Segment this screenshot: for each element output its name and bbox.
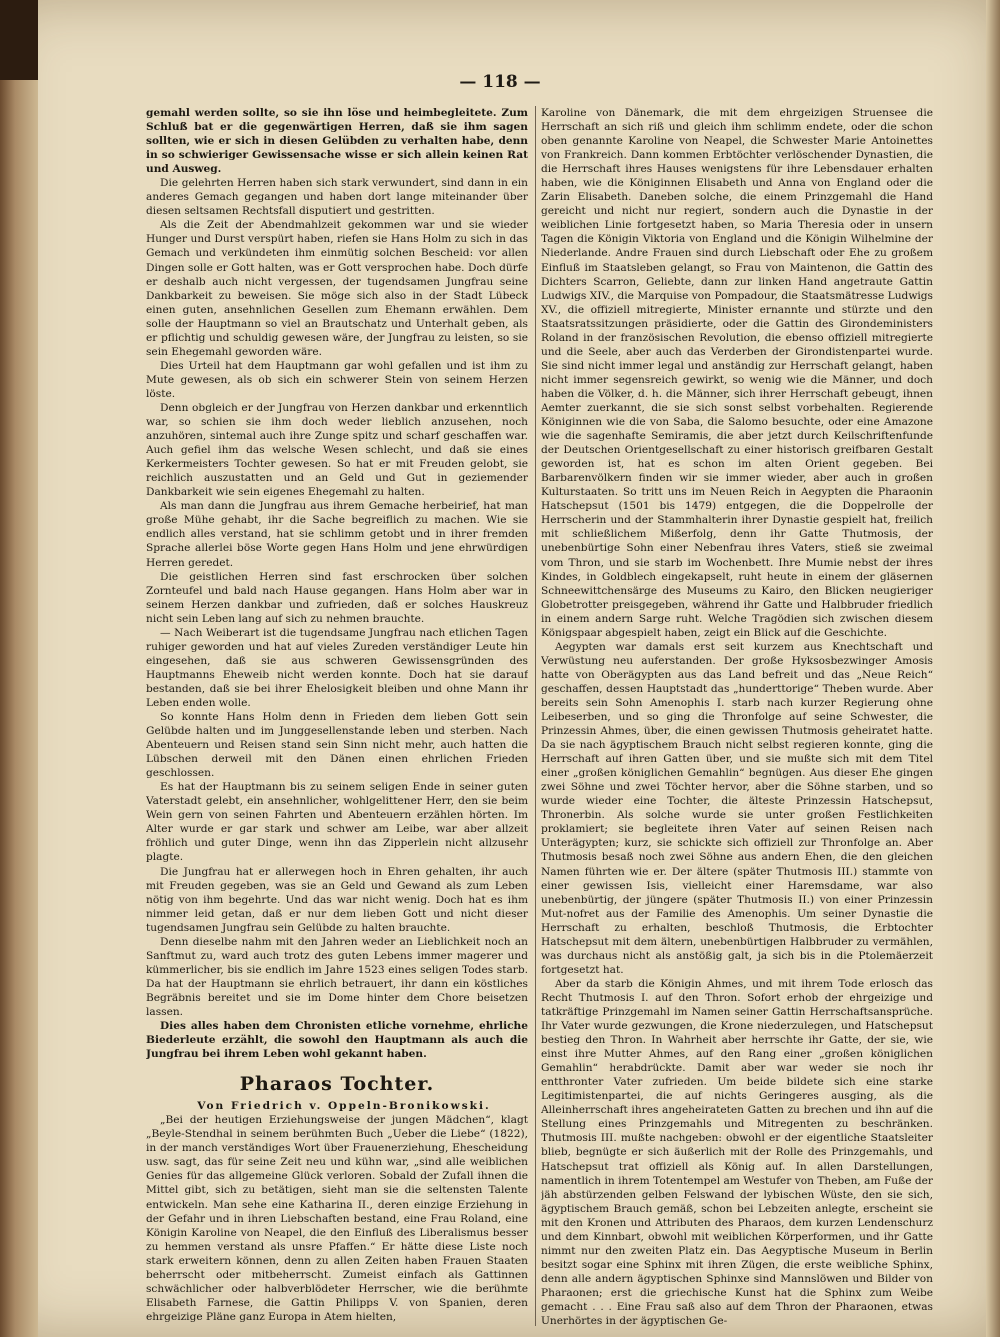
story-paragraph: Dies alles haben dem Chronisten etliche vornehme, ehrliche Biederleute erzählt, die sowohl den Hauptmann als auch die Jungfrau bei ihrem Leben wohl gekannt haben. — [146, 1020, 528, 1061]
article-paragraph: „Bei der heutigen Erziehungsweise der jungen Mädchen“, klagt „Beyle-Stendhal in seinem berühmten Buch „Ueber die Liebe“ (1822), in der manch verständiges Wort über Frauenerziehung, Ehescheidung usw. sagt, das für seine Zeit neu und kühn war, „sind alle weiblichen Genies für das allgemeine Glück verloren. Sobald der Zufall ihnen die Mittel gibt, sich zu betätigen, sieht man sie die seltensten Talente entwickeln. Man sehe eine Katharina II., deren einzige Erziehung in der Gefahr und in ihren Liebschaften bestand, eine Frau Roland, eine Königin Karoline von Neapel, die den Einfluß des Liberalismus besser zu hemmen verstand als unsre Pfaffen.“ Er hätte diese Liste noch stark erweitern können, denn zu allen Zeiten haben Frauen Staaten beherrscht oder mitbeherrscht. Zumeist einfach als Gattinnen schwächlicher oder halbverblödeter Herrscher, wie die berühmte Elisabeth Farnese, die Gattin Philipps V. von Spanien, deren ehrgeizige Pläne ganz Europa in Atem hielten, — [146, 1114, 528, 1323]
left-column — [146, 106, 528, 1326]
story-paragraph: Die geistlichen Herren sind fast erschrocken über solchen Zornteufel und bald nach Hause gegangen. Hans Holm aber war in seinem Herzen dankbar und zufrieden, daß er solches Hauskreuz nicht sein Leben lang auf sich zu nehmen brauchte. — [146, 570, 528, 625]
story-paragraph: So konnte Hans Holm denn in Frieden dem lieben Gott sein Gelübde halten und im Junggesellenstande leben und sterben. Nach Abenteuern und Reisen stand sein Sinn nicht mehr, auch hatten die Lübschen derweil mit den Dänen einen ehrlichen Frieden geschlossen. — [146, 711, 528, 780]
story-paragraph: Als die Zeit der Abendmahlzeit gekommen war und sie wieder Hunger und Durst verspürt haben, riefen sie Hans Holm zu sich in das Gemach und verkündeten ihm einmütig solchen Bescheid: vor allen Dingen solle er Gott halten, was er Gott versprochen habe. Doch dürfe er deshalb auch nicht vergessen, der tugendsamen Jungfrau seine Dankbarkeit zu beweisen. Sie möge sich also in der Stadt Lübeck einen guten, ansehnlichen Gesellen zum Ehemann erwählen. Dem solle der Hauptmann so viel an Brautschatz und Unterhalt geben, als er pflichtig und schuldig gewesen wäre, der Jungfrau zu leisten, so sie sein Ehegemahl geworden wäre. — [146, 219, 528, 358]
story-paragraph: Die Jungfrau hat er allerwegen hoch in Ehren gehalten, ihr auch mit Freuden gegeben, was sie an Geld und Gewand als zum Leben nötig von ihm begehrte. Und das war nicht wenig. Doch hat es ihm nimmer leid getan, daß er nur dem lieben Gott und nicht dieser tugendsamen Jungfrau sein Gelübde zu halten brauchte. — [146, 865, 528, 934]
article-title: Pharaos Tochter. — [239, 1073, 435, 1096]
article-paragraph: Karoline von Dänemark, die mit dem ehrgeizigen Struensee die Herrschaft an sich riß und gleich ihm schlimm endete, oder die schon oben genannte Karoline von Neapel, die Schwester Marie Antoinettes von Frankreich. Dann kommen Erbtöchter verlöschender Dynastien, die die Herrschaft ihres Hauses wenigstens für ihre Lebensdauer erhalten haben, wie die Königinnen Elisabeth und Anna von England oder die Zarin Elisabeth. Daneben solche, die einem Prinzgemahl die Hand gereicht und nicht nur regiert, sondern auch die Dynastie in der weiblichen Linie fortgesetzt haben, so Maria Theresia oder in unsern Tagen die Königin Viktoria von England und die Königin Wilhelmine der Niederlande. Andre Frauen sind durch Liebschaft oder Ehe zu großem Einfluß im Staatsleben gelangt, so Frau von Maintenon, die Gattin des Dichters Scarron, Geliebte, dann zur linken Hand angetraute Gattin Ludwigs XIV., die Marquise von Pompadour, die Staatsmätresse Ludwigs XV., die offiziell mitregierte, Minister ernannte und stürzte und den Staatsratssitzungen präsidierte, oder die Gattin des Girondeministers Roland in der französischen Revolution, die ebenso offiziell mitregierte und die Seele, aber auch das Verderben der Girondistenpartei wurde. Sie sind nicht immer legal und anständig zur Herrschaft gelangt, haben nicht immer segensreich gewirkt, so wenig wie die Männer, und doch haben die Völker, d. h. die Männer, sich ihrer Herrschaft gebeugt, ihnen Aemter zuerkannt, die sie sich sonst selbst vorbehalten. Regierende Königinnen wie die von Saba, die Salomo besuchte, oder eine Amazone wie die sagenhafte Semiramis, die aber jetzt durch Keilschriftenfunde der Deutschen Orientgesellschaft zu einer historisch greifbaren Gestalt geworden ist, hat es schon im alten Orient gegeben. Bei Barbarenvölkern finden wir sie immer wieder, aber auch in großen Kulturstaaten. So tritt uns im Neuen Reich in Aegypten die Pharaonin Hatschepsut (1501 bis 1479) entgegen, die die Doppelrolle der Herrscherin und der Stammhalterin ihrer Dynastie gespielt hat, freilich mit schließlichem Mißerfolg, denn ihr Gatte Thutmosis, der unebenbürtige Sohn einer Nebenfrau ihres Vaters, stieß sie zweimal vom Thron, und sie starb im Wochenbett. Ihre Mumie nebst der ihres Kindes, in Goldblech eingekapselt, ruht heute in einem der gläsernen Schneewittchensärge des Museums zu Kairo, den Blicken neugieriger Globetrotter preisgegeben, während ihr Gatte und Halbbruder friedlich in einem andern Sarge ruht. Welche Tragödien sich zwischen diesem Königspaar abgespielt haben, zeigt ein Blick auf die Geschichte. — [541, 107, 933, 639]
right-column — [541, 106, 933, 1326]
article-byline: Von Friedrich v. Oppeln-Bronikowski. — [197, 1100, 491, 1113]
story-paragraph: Die gelehrten Herren haben sich stark verwundert, sind dann in ein anderes Gemach gegangen und haben dort lange miteinander über diesen seltsamen Rechtsfall disputiert und gestritten. — [146, 177, 528, 218]
page-edge — [986, 0, 1000, 1337]
story-paragraph: — Nach Weiberart ist die tugendsame Jungfrau nach etlichen Tagen ruhiger geworden und hat auf vieles Zureden verständiger Leute hin eingesehen, daß sie aus schweren Gewissensgründen des Hauptmanns Eheweib nicht werden konnte. Doch hat sie darauf bestanden, daß sie bei ihrer Ehelosigkeit bleiben und ohne Mann ihr Leben enden wolle. — [146, 626, 528, 709]
story-paragraph: Dies Urteil hat dem Hauptmann gar wohl gefallen und ist ihm zu Mute gewesen, als ob sich ein schwerer Stein von seinem Herzen löste. — [146, 359, 528, 400]
article-paragraph: Aber da starb die Königin Ahmes, und mit ihrem Tode erlosch das Recht Thutmosis I. auf den Thron. Sofort erhob der ehrgeizige und tatkräftige Prinzgemahl im Namen seiner Gattin Herrschaftsansprüche. Ihr Vater wurde gezwungen, die Krone niederzulegen, und Hatschepsut bestieg den Thron. In Wahrheit aber herrschte ihr Gatte, der sie, wie einst ihre Mutter Ahmes, auf den Rang einer „großen königlichen Gemahlin“ herabdrückte. Damit aber war weder sie noch ihr entthronter Vater zufrieden. Um beide bildete sich eine starke Legitimistenpartei, die auf nichts Geringeres ausging, als die Alleinherrschaft ihres angeheirateten Gatten zu brechen und ihn auf die Stellung eines Prinzgemahls und Mitregenten zu beschränken. Thutmosis III. mußte nachgeben: obwohl er der eigentliche Staatsleiter blieb, begnügte er sich äußerlich mit der Rolle des Prinzgemahls, und Hatschepsut trat offiziell als König auf. In allen Darstellungen, namentlich in ihrem Totentempel am Westufer von Theben, am Fuße der jäh abstürzenden gelben Felswand der lybischen Wüste, den sie sich, ägyptischem Brauch gemäß, schon bei Lebzeiten anlegte, erscheint sie mit den Kronen und Attributen des Pharaos, dem kurzen Lendenschurz und dem Kinnbart, obwohl mit weiblichen Körperformen, und ihr Gatte nimmt nur den zweiten Platz ein. Das Aegyptische Museum in Berlin besitzt sogar eine Sphinx mit ihren Zügen, die erste weibliche Sphinx, denn alle andern ägyptischen Sphinxe sind Mannslöwen und Bilder von Pharaonen; erst die griechische Kunst hat die Sphinx zum Weibe gemacht . . . Eine Frau saß also auf dem Thron der Pharaonen, etwas Unerhörtes in der ägyptischen Ge- — [541, 977, 933, 1326]
article-paragraph: Aegypten war damals erst seit kurzem aus Knechtschaft und Verwüstung neu auferstanden. Der große Hyksosbezwinger Amosis hatte von Oberägypten aus das Land befreit und das „Neue Reich“ geschaffen, dessen Hauptstadt das „hunderttorige“ Theben wurde. Aber bereits sein Sohn Amenophis I. starb nach kurzer Regierung ohne Leibeserben, und so ging die Thronfolge auf seine Schwester, die Prinzessin Ahmes, über, die einen gewissen Thutmosis geheiratet hatte. Da sie nach ägyptischem Brauch nicht selbst regieren konnte, ging die Herrschaft auf ihren Gatten über, und sie mußte sich mit dem Titel einer „großen königlichen Gemahlin“ begnügen. Aus dieser Ehe gingen zwei Söhne und zwei Töchter hervor, aber die Söhne starben, und so wurde wieder eine Tochter, die älteste Prinzessin Hatschepsut, Thronerbin. Als solche wurde sie unter großen Festlichkeiten proklamiert; sie begleitete ihren Vater auf seinen Reisen nach Unterägypten; kurz, sie schickte sich offiziell zur Thronfolge an. Aber Thutmosis besaß noch zwei Söhne aus andern Ehen, die den gleichen Namen führten wie er. Der ältere (später Thutmosis III.) stammte von einer gewissen Isis, vielleicht einer Haremsdame, war also unebenbürtig, der jüngere (später Thutmosis II.) von einer Prinzessin Mut-nofret aus der Familie des Amenophis. Um seiner Dynastie die Herrschaft zu erhalten, beschloß Thutmosis, die Erbtochter Hatschepsut mit dem ältern, unebenbürtigen Halbbruder zu vermählen, was durchaus nicht als anstößig galt, ja sich bis in die Ptolemäerzeit fortgesetzt hat. — [541, 640, 933, 976]
story-paragraph: Denn dieselbe nahm mit den Jahren weder an Lieblichkeit noch an Sanftmut zu, ward auch trotz des guten Lebens immer magerer und kümmerlicher, bis sie endlich im Jahre 1523 eines seligen Todes starb. Da hat der Hauptmann sie ehrlich betrauert, ihr dann ein köstliches Begräbnis bereitet und sie im Dome hinter dem Chore beisetzen lassen. — [146, 935, 528, 1018]
story-paragraph: Denn obgleich er der Jungfrau von Herzen dankbar und erkenntlich war, so schien sie ihm doch weder lieblich anzusehen, noch anzuhören, sintemal auch ihre Zunge spitz und scharf geschaffen war. Auch gefiel ihm das welsche Wesen schlecht, und daß sie eines Kerkermeisters Tochter gewesen. So hat er mit Freuden gelobt, sie reichlich auszustatten und an Geld und Gut in geziemender Dankbarkeit wie sein eigenes Ehegemahl zu halten. — [146, 401, 528, 499]
book-binding — [0, 0, 38, 1337]
story-paragraph: Es hat der Hauptmann bis zu seinem seligen Ende in seiner guten Vaterstadt gelebt, ein ansehnlicher, wohlgelittener Herr, den sie beim Wein gern von seinen Fahrten und Abenteuern erzählen hörten. Im Alter wurde er gar stark und schwer am Leibe, war aber allzeit fröhlich und guter Dinge, wenn ihn das Zipperlein nicht allzusehr plagte. — [146, 781, 528, 864]
page-number: — 118 — — [459, 72, 541, 92]
column-divider — [535, 106, 536, 1326]
story-paragraph: gemahl werden sollte, so sie ihn löse und heimbegleitete. Zum Schluß bat er die gegenwärtigen Herren, daß sie ihm sagen sollten, wie er sich in diesen Gelübden zu verhalten habe, denn in so schwieriger Gewissensache wisse er sich allein keinen Rat und Ausweg. — [146, 107, 528, 176]
binding-corner — [0, 0, 38, 80]
story-paragraph: Als man dann die Jungfrau aus ihrem Gemache herbeirief, hat man große Mühe gehabt, ihr die Sache begreiflich zu machen. Wie sie endlich alles verstand, hat sie schlimm getobt und in ihrer fremden Sprache allerlei böse Worte gegen Hans Holm und jene ehrwürdigen Herren geredet. — [146, 500, 528, 569]
